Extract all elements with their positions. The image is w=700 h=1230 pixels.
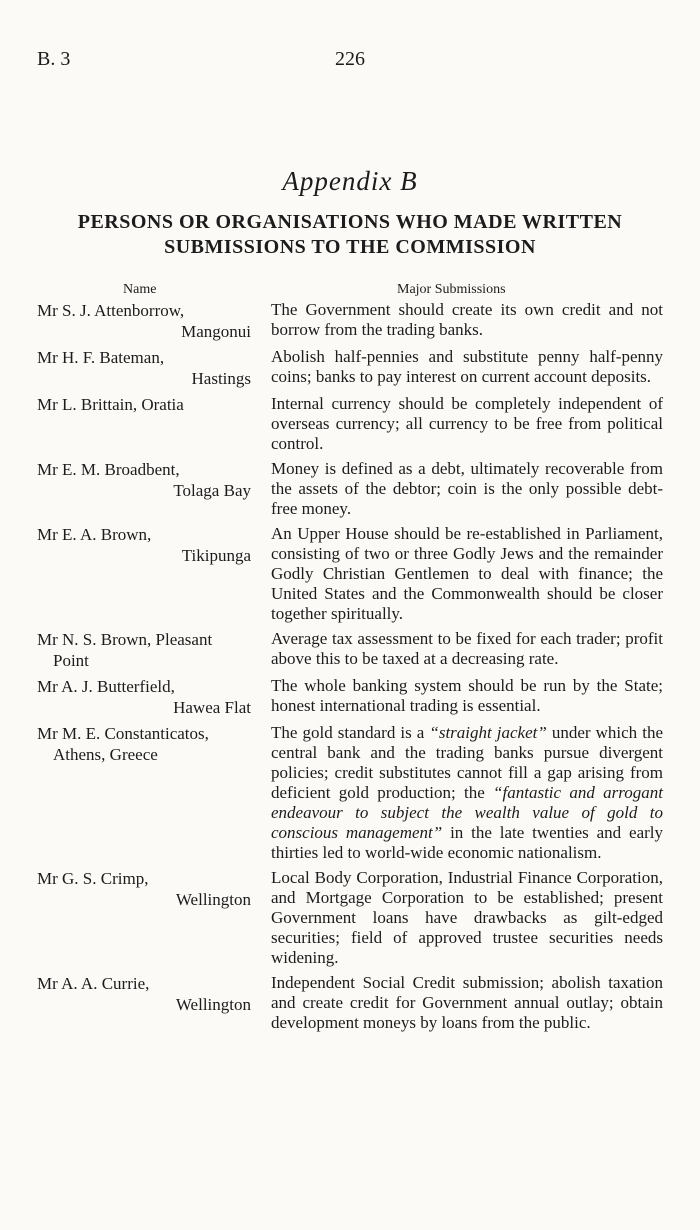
submitter-location: Hastings bbox=[191, 369, 251, 388]
submitter bbox=[37, 347, 257, 389]
submission-text bbox=[257, 973, 663, 1033]
submitter-location: Athens, Greece bbox=[53, 745, 158, 764]
submitter-name: Mr A. A. Currie, bbox=[37, 974, 150, 993]
page-header bbox=[37, 48, 663, 76]
submitter bbox=[37, 676, 257, 718]
submission-entry bbox=[37, 347, 663, 389]
title-line: PERSONS OR ORGANISATIONS WHO MADE WRITTEN bbox=[77, 211, 623, 233]
submitter-location: Tikipunga bbox=[181, 546, 251, 565]
submission-text bbox=[257, 868, 663, 968]
submitter-name: Mr E. M. Broadbent, bbox=[37, 460, 180, 479]
quoted-phrase: “straight jacket” bbox=[429, 723, 547, 742]
column-header-submissions: Major Submissions bbox=[397, 282, 506, 297]
column-header-name: Name bbox=[123, 282, 157, 297]
submission-text-part: Internal currency should be completely independent of overseas currency; all currency to be free from political control. bbox=[271, 394, 663, 453]
submitter bbox=[37, 394, 257, 454]
submitter-name: Mr G. S. Crimp, bbox=[37, 869, 149, 888]
submitter-location: Wellington bbox=[175, 995, 251, 1014]
submission-text-part: The gold standard is a bbox=[271, 723, 430, 742]
submitter-location: Tolaga Bay bbox=[173, 481, 251, 500]
submission-entry bbox=[37, 394, 663, 454]
submission-text bbox=[257, 723, 663, 863]
submission-text-part: Abolish half-pennies and substitute penny half-penny coins; banks to pay interest on current account deposits. bbox=[271, 347, 663, 386]
submitter-name: Mr H. F. Bateman, bbox=[37, 348, 165, 367]
submission-text bbox=[257, 676, 663, 718]
submitter bbox=[37, 629, 257, 671]
submission-entry bbox=[37, 973, 663, 1033]
submission-entry bbox=[37, 723, 663, 863]
submitter bbox=[37, 459, 257, 519]
submission-text-part: Independent Social Credit submission; abolish taxation and create credit for Government annual outlay; obtain development moneys by loans from the public. bbox=[271, 973, 663, 1032]
submitter-name: Mr A. J. Butterfield, bbox=[37, 677, 175, 696]
submission-text bbox=[257, 347, 663, 389]
document-title bbox=[30, 210, 670, 260]
submitter-location: Point bbox=[53, 651, 89, 670]
submitter-name: Mr M. E. Constanticatos, bbox=[37, 724, 209, 743]
submission-text-part: The whole banking system should be run by the State; honest international trading is essential. bbox=[271, 676, 663, 715]
submission-text-part: Local Body Corporation, Industrial Finance Corporation, and Mortgage Corporation to be established; present Government loans have drawbacks as gilt-edged securities; field of approved trustee securities needs widening. bbox=[271, 868, 663, 967]
submission-text-part: under which the central bank and the trading banks pursue divergent policies; credit substitutes cannot fill a gap arising from deficient gold production; the bbox=[271, 723, 663, 802]
document-reference: B. 3 bbox=[37, 48, 71, 70]
submission-text-part: Money is defined as a debt, ultimately recoverable from the assets of the debtor; coin is the only possible debt-free money. bbox=[271, 459, 663, 518]
submission-text bbox=[257, 629, 663, 671]
submitter-location: Hawea Flat bbox=[173, 698, 251, 717]
submission-entry bbox=[37, 459, 663, 519]
submissions-list bbox=[37, 300, 663, 1038]
submission-entry bbox=[37, 868, 663, 968]
submission-text bbox=[257, 394, 663, 454]
submitter-location: Wellington bbox=[175, 890, 251, 909]
submitter-name: Mr E. A. Brown, bbox=[37, 525, 152, 544]
submission-entry bbox=[37, 629, 663, 671]
submitter-location: Mangonui bbox=[181, 322, 251, 341]
submitter bbox=[37, 300, 257, 342]
submitter-name: Mr N. S. Brown, Pleasant bbox=[37, 630, 213, 649]
submission-text-part: in the late twenties and early thirties led to world-wide economic nationalism. bbox=[271, 823, 663, 862]
submitter-name: Mr S. J. Attenborrow, bbox=[37, 301, 185, 320]
submission-entry bbox=[37, 300, 663, 342]
submission-entry bbox=[37, 676, 663, 718]
submitter bbox=[37, 868, 257, 968]
submission-text bbox=[257, 459, 663, 519]
submission-text-part: The Government should create its own credit and not borrow from the trading banks. bbox=[271, 300, 663, 339]
appendix-heading: Appendix B bbox=[282, 166, 418, 196]
submission-text bbox=[257, 524, 663, 624]
submission-entry bbox=[37, 524, 663, 624]
submitter-name: Mr L. Brittain, Oratia bbox=[37, 395, 184, 414]
page-number: 226 bbox=[335, 48, 365, 70]
quoted-phrase: “fantastic and arrogant endeavour to subject the wealth value of gold to conscious management” bbox=[271, 783, 663, 842]
submitter bbox=[37, 973, 257, 1033]
submitter bbox=[37, 524, 257, 624]
submitter bbox=[37, 723, 257, 863]
submission-text-part: An Upper House should be re-established in Parliament, consisting of two or three Godly Jews and the remainder Godly Christian Gentlemen to deal with finance; the United States and the Commonwealth should be closer together spiritually. bbox=[271, 524, 663, 623]
submission-text-part: Average tax assessment to be fixed for each trader; profit above this to be taxed at a decreasing rate. bbox=[271, 629, 663, 668]
submission-text bbox=[257, 300, 663, 342]
title-line: SUBMISSIONS TO THE COMMISSION bbox=[164, 236, 536, 258]
